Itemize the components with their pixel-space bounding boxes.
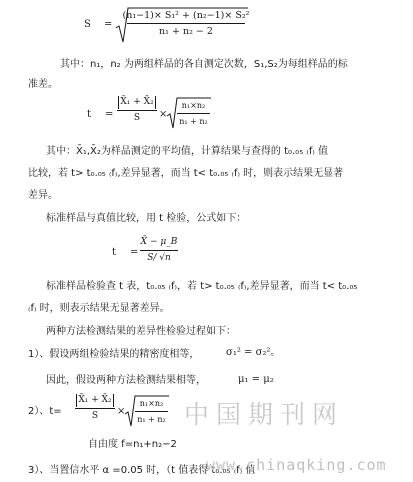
formula-s-eq: =: [104, 19, 113, 30]
formula-t-eq: =: [105, 109, 114, 120]
formula-t-den: S: [133, 113, 141, 123]
step2-rnum: n₁×n₂: [139, 399, 164, 408]
formula-t-rden: n₁ + n₂: [179, 117, 208, 126]
step1b-label: 因此，假设两种方法检测结果相等，: [46, 375, 206, 386]
watermark-chinese: 中国期刊网: [184, 400, 345, 429]
paragraph-compare: 比较，若 t> t₀.₀₅ ₍f₎,差异显著，而当 t< t₀.₀₅ ₍f₎ 时，则表示结果无显著: [28, 168, 344, 179]
formula-t-times: ×: [159, 109, 168, 120]
formula-s-numerator: (n₁−1)× S₁² + (n₂−1)× S₂²: [122, 10, 250, 21]
formula-s-fraction: [122, 9, 250, 38]
formula-t2-num: X̄ − μ_B: [140, 237, 178, 247]
formula-t-fraction: [117, 96, 157, 125]
formula-t2-lhs: t: [112, 247, 117, 258]
step2-fraction: [75, 394, 115, 423]
paragraph-standard-sample: 标准样品与真值比较，用 t 检验，公式如下：: [46, 213, 247, 224]
step2-den: S: [91, 411, 99, 421]
step2-times: ×: [117, 406, 126, 417]
step2-root-fraction: [135, 397, 168, 426]
paragraph-standard-check: 标准样品检验查 t 表，t₀.₀₅ ₍f₎，若 t> t₀.₀₅ ₍f₎,差异显著，而当 t< t₀.₀₅: [46, 281, 358, 292]
step2-rden: n₁ + n₂: [137, 415, 166, 424]
step1-formula: σ₁² = σ₂²。: [226, 347, 281, 358]
step3-label: 3）、当置信水平 α =0.05 时，（t 值表得 t₀.₀₅ ₍f₎ 值: [28, 465, 256, 476]
formula-t2-eq: =: [130, 247, 139, 258]
formula-t-num: X̄₁ + X̄₂: [120, 97, 154, 107]
formula-t-lhs: t: [87, 109, 92, 120]
formula-t-rnum: n₁×n₂: [181, 101, 206, 110]
watermark-url: www.chinaqking.com: [206, 456, 387, 474]
paragraph-compare-end: 差异。: [28, 190, 58, 201]
paragraph-standard-check-end: ₍f₎ 时，则表示结果无显著差异。: [28, 303, 170, 314]
step1-label: 1）、假设两组检验结果的精密度相等，: [28, 349, 200, 360]
formula-t2-fraction: [140, 236, 178, 265]
formula-t2-den: S/ √n: [147, 253, 171, 263]
step1b-formula: μ₁ = μ₂: [238, 374, 274, 385]
step2-num: X̄₁ + X̄₂: [78, 395, 112, 405]
step2-degrees-of-freedom: 自由度 f=n₁+n₂−2: [88, 439, 177, 450]
step2-label: 2）、t=: [28, 406, 62, 417]
paragraph-where-n: 其中：n₁，n₂ 为两组样品的各自测定次数，S₁,S₂为每组样品的标: [60, 59, 348, 70]
formula-s-lhs: S: [84, 19, 91, 30]
formula-s-denominator: n₁ + n₂ − 2: [159, 26, 213, 37]
paragraph-where-mean: 其中：X̄₁,X̄₂为样品测定的平均值，计算结果与查得的 t₀.₀₅ ₍f₎ 值: [46, 146, 328, 157]
formula-t-root-fraction: [177, 99, 210, 128]
paragraph-where-n-cont: 准差。: [28, 79, 58, 90]
paragraph-two-methods: 两种方法检测结果的差异性检验过程如下：: [46, 326, 236, 337]
